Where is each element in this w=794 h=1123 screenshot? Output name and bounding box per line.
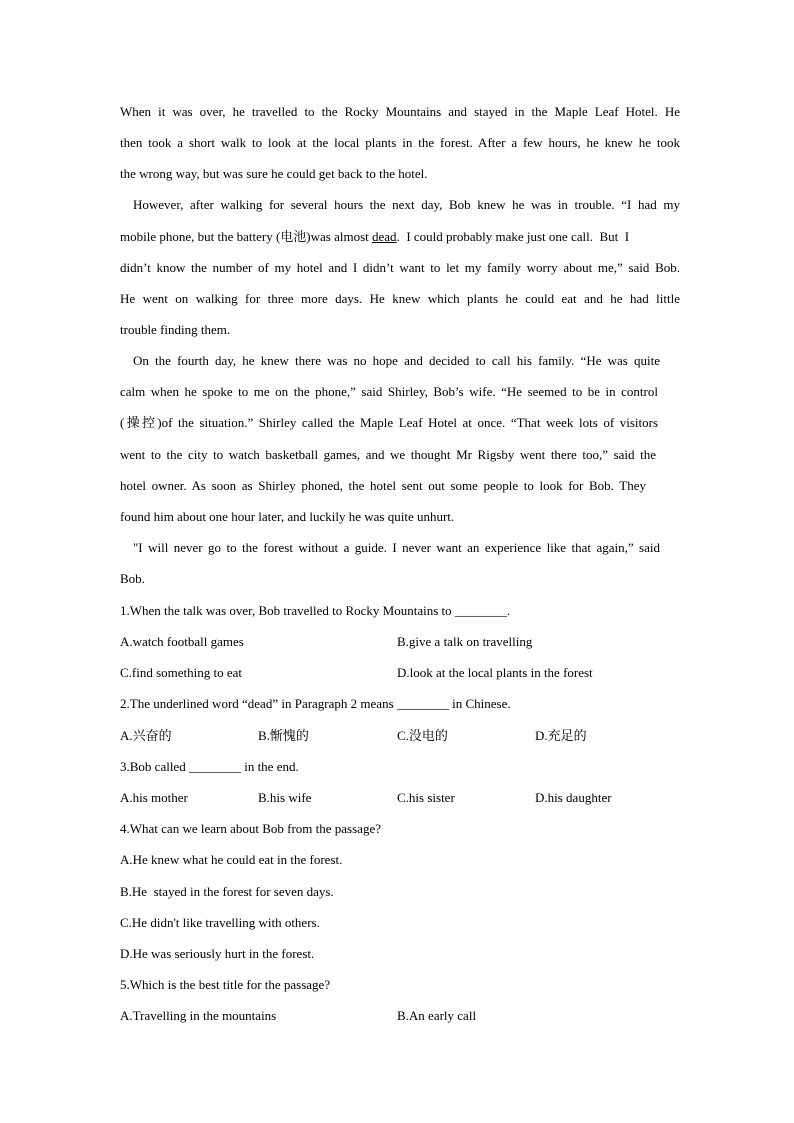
question-5-stem: 5.Which is the best title for the passage? [120, 977, 331, 992]
question-3-option-d: D.his daughter [535, 790, 612, 805]
question-2-option-d: D.充足的 [535, 728, 587, 743]
passage-p3-line-5: hotel owner. As soon as Shirley phoned, the hotel sent out some people to look for Bob. They [120, 478, 646, 493]
passage-p1-line-2: then took a short walk to look at the local plants in the forest. After a few hours, he knew he took [120, 135, 680, 150]
passage-p2-line-5: trouble finding them. [120, 322, 231, 337]
passage-p2-line-4: He went on walking for three more days. He knew which plants he could eat and he had little [120, 291, 680, 306]
question-4-option-b: B.He stayed in the forest for seven days. [120, 884, 334, 899]
passage-p2-line-2-after: . I could probably make just one call. But I [396, 229, 630, 244]
question-2-option-c: C.没电的 [397, 728, 448, 743]
passage-p1-line-1: When it was over, he travelled to the Rocky Mountains and stayed in the Maple Leaf Hotel. He [120, 104, 680, 119]
passage-p4-line-2: Bob. [120, 571, 145, 586]
passage-p2-line-3: didn’t know the number of my hotel and I didn’t want to let my family worry about me,” said Bob. [120, 260, 680, 275]
question-4-option-d: D.He was seriously hurt in the forest. [120, 946, 315, 961]
underlined-word-dead: dead [372, 229, 397, 244]
passage-p3-line-2: calm when he spoke to me on the phone,” said Shirley, Bob’s wife. “He seemed to be in control [120, 384, 658, 399]
question-3-stem: 3.Bob called ________ in the end. [120, 759, 299, 774]
passage-p3-line-4: went to the city to watch basketball games, and we thought Mr Rigsby went there too,” said the [120, 447, 656, 462]
passage-p3-line-6: found him about one hour later, and luckily he was quite unhurt. [120, 509, 455, 524]
question-1-stem: 1.When the talk was over, Bob travelled to Rocky Mountains to ________. [120, 603, 511, 618]
passage-p3-line-1: On the fourth day, he knew there was no hope and decided to call his family. “He was quite [133, 353, 660, 368]
question-4-option-a: A.He knew what he could eat in the forest. [120, 852, 343, 867]
question-2-option-b: B.惭愧的 [258, 728, 309, 743]
passage-p2-line-2-before: mobile phone, but the battery (电池)was almost [120, 229, 373, 244]
passage-p4-line-1: "I will never go to the forest without a guide. I never want an experience like that again,” said [133, 540, 660, 555]
question-3-option-b: B.his wife [258, 790, 312, 805]
question-5-option-a: A.Travelling in the mountains [120, 1008, 277, 1023]
question-3-option-a: A.his mother [120, 790, 188, 805]
question-2-stem: 2.The underlined word “dead” in Paragraph 2 means ________ in Chinese. [120, 696, 511, 711]
question-4-stem: 4.What can we learn about Bob from the passage? [120, 821, 381, 836]
question-1-option-c: C.find something to eat [120, 665, 243, 680]
question-1-option-b: B.give a talk on travelling [397, 634, 533, 649]
passage-p1-line-3: the wrong way, but was sure he could get back to the hotel. [120, 166, 428, 181]
question-3-option-c: C.his sister [397, 790, 455, 805]
question-1-option-d: D.look at the local plants in the forest [397, 665, 593, 680]
question-4-option-c: C.He didn't like travelling with others. [120, 915, 320, 930]
question-5-option-b: B.An early call [397, 1008, 477, 1023]
passage-p3-line-3: (操控)of the situation.” Shirley called the Maple Leaf Hotel at once. “That week lots of visitors [120, 415, 658, 430]
question-2-option-a: A.兴奋的 [120, 728, 172, 743]
passage-p2-line-1: However, after walking for several hours the next day, Bob knew he was in trouble. “I had my [133, 197, 680, 212]
question-1-option-a: A.watch football games [120, 634, 244, 649]
passage-p2-line-2 [120, 227, 680, 247]
